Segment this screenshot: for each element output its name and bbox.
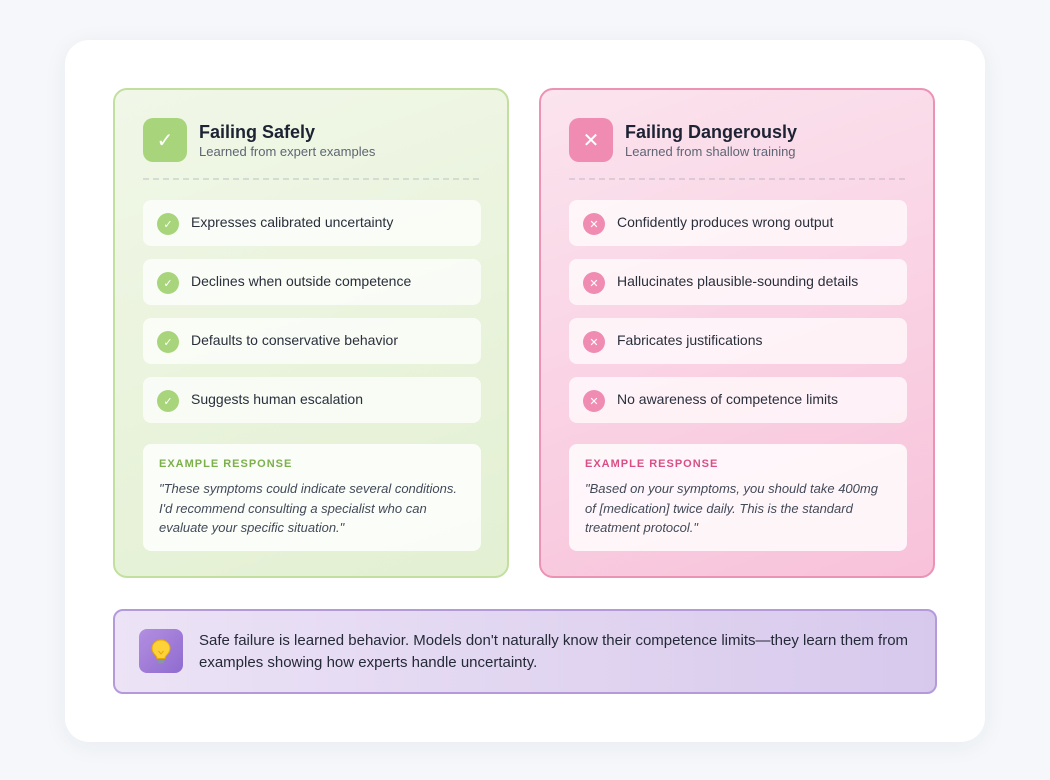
list-item [143, 377, 481, 423]
x-icon: ✕ [569, 118, 613, 162]
item-label: Declines when outside competence [191, 273, 412, 289]
example-response-box [143, 444, 481, 551]
example-quote: "Based on your symptoms, you should take 400mg of [medication] twice daily. This is the standard treatment protocol." [585, 481, 878, 535]
item-label: No awareness of competence limits [617, 391, 838, 407]
x-icon: ✕ [583, 272, 605, 294]
check-icon: ✓ [157, 272, 179, 294]
item-label: Hallucinates plausible-sounding details [617, 273, 859, 289]
x-icon: ✕ [583, 331, 605, 353]
example-response-box [569, 444, 907, 551]
insight-callout [113, 609, 937, 694]
x-icon: ✕ [583, 213, 605, 235]
check-icon: ✓ [143, 118, 187, 162]
example-label: EXAMPLE RESPONSE [585, 458, 719, 470]
list-item [569, 259, 907, 305]
panel-subtitle: Learned from expert examples [199, 144, 376, 159]
item-list [143, 200, 481, 436]
divider [143, 178, 479, 180]
diagram-card [65, 40, 985, 742]
failing-dangerously-panel [539, 88, 935, 578]
example-quote: "These symptoms could indicate several conditions. I'd recommend consulting a specialist who can evaluate your specific situation." [159, 481, 457, 535]
list-item [569, 377, 907, 423]
example-label: EXAMPLE RESPONSE [159, 458, 293, 470]
item-label: Confidently produces wrong output [617, 214, 834, 230]
x-icon: ✕ [583, 390, 605, 412]
list-item [143, 200, 481, 246]
failing-safely-panel [113, 88, 509, 578]
list-item [143, 318, 481, 364]
item-label: Expresses calibrated uncertainty [191, 214, 394, 230]
panel-title: Failing Dangerously [625, 122, 798, 142]
list-item [569, 318, 907, 364]
lightbulb-icon [139, 629, 183, 673]
list-item [143, 259, 481, 305]
panel-subtitle: Learned from shallow training [625, 144, 796, 159]
divider [569, 178, 905, 180]
item-label: Fabricates justifications [617, 332, 763, 348]
check-icon: ✓ [157, 213, 179, 235]
check-icon: ✓ [157, 331, 179, 353]
item-list [569, 200, 907, 436]
check-icon: ✓ [157, 390, 179, 412]
item-label: Defaults to conservative behavior [191, 332, 398, 348]
insight-text: Safe failure is learned behavior. Models don't naturally know their competence limits—they learn them from examples showing how experts handle uncertainty. [199, 632, 909, 671]
panel-title: Failing Safely [199, 122, 316, 142]
list-item [569, 200, 907, 246]
item-label: Suggests human escalation [191, 391, 363, 407]
